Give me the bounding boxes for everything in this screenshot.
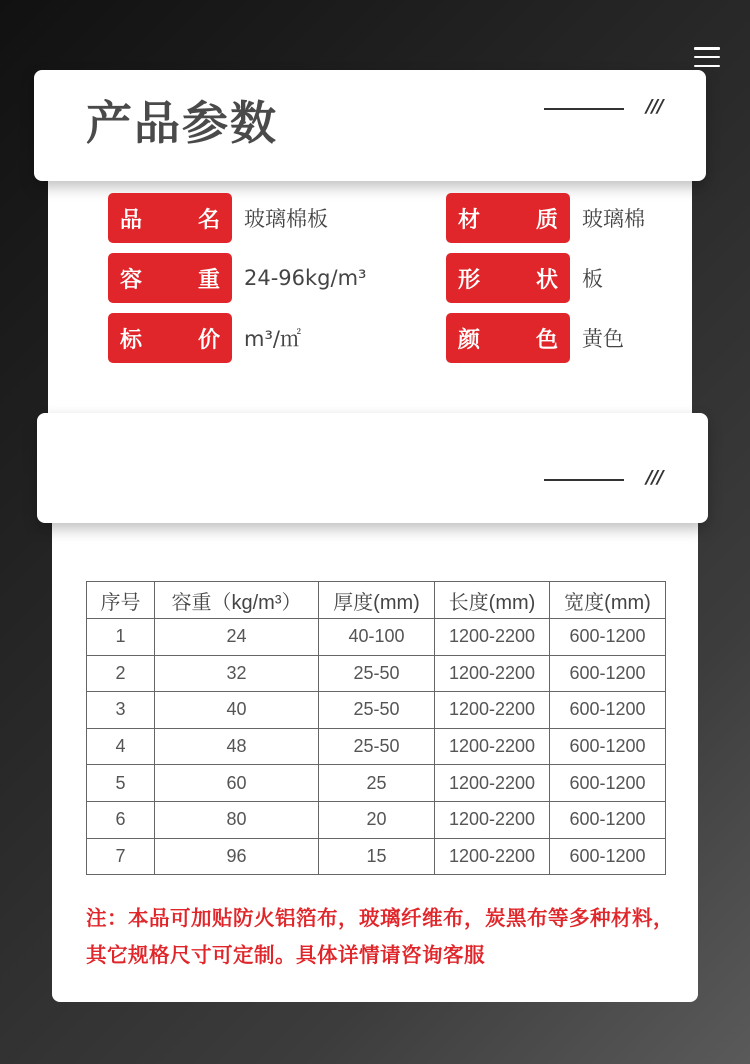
table-cell: 60 <box>155 765 319 802</box>
param-value: m³/㎡ <box>244 327 301 351</box>
param-label: 材 质 <box>446 193 570 243</box>
table-cell: 4 <box>87 728 155 765</box>
decorative-line <box>544 108 624 110</box>
param-label: 形 状 <box>446 253 570 303</box>
table-cell: 24 <box>155 619 319 656</box>
table-cell: 40 <box>155 692 319 729</box>
table-cell: 1200-2200 <box>435 728 550 765</box>
menu-line <box>694 56 720 59</box>
table-row <box>87 619 666 656</box>
table-cell: 25 <box>319 765 435 802</box>
table-row <box>87 655 666 692</box>
spec-table <box>86 581 666 875</box>
table-cell: 25-50 <box>319 692 435 729</box>
decorative-slashes: /// <box>646 467 663 488</box>
param-value: 板 <box>582 267 603 291</box>
table-cell: 5 <box>87 765 155 802</box>
table-cell: 600-1200 <box>550 619 666 656</box>
menu-line <box>694 47 720 50</box>
column-header: 宽度(mm) <box>550 582 666 619</box>
table-cell: 1 <box>87 619 155 656</box>
table-cell: 25-50 <box>319 655 435 692</box>
param-value: 24-96kg/m³ <box>244 266 367 290</box>
param-color <box>446 313 624 363</box>
menu-line <box>694 65 720 68</box>
column-header: 长度(mm) <box>435 582 550 619</box>
param-value: 玻璃棉板 <box>244 207 328 231</box>
table-cell: 7 <box>87 838 155 875</box>
param-label: 颜 色 <box>446 313 570 363</box>
param-label: 标 价 <box>108 313 232 363</box>
table-cell: 600-1200 <box>550 838 666 875</box>
table-row <box>87 838 666 875</box>
table-row <box>87 801 666 838</box>
table-cell: 1200-2200 <box>435 838 550 875</box>
table-cell: 600-1200 <box>550 765 666 802</box>
table-cell: 80 <box>155 801 319 838</box>
table-cell: 6 <box>87 801 155 838</box>
table-cell: 15 <box>319 838 435 875</box>
table-cell: 1200-2200 <box>435 655 550 692</box>
decorative-line <box>544 479 624 481</box>
param-value: 玻璃棉 <box>582 207 645 231</box>
hamburger-menu-icon[interactable] <box>694 47 720 67</box>
table-cell: 48 <box>155 728 319 765</box>
table-cell: 1200-2200 <box>435 765 550 802</box>
table-cell: 2 <box>87 655 155 692</box>
param-density <box>108 253 366 303</box>
table-cell: 1200-2200 <box>435 801 550 838</box>
table-cell: 600-1200 <box>550 801 666 838</box>
customization-note: 注：本品可加贴防火铝箔布，玻璃纤维布，炭黑布等多种材料，其它规格尺寸可定制。具体详情请咨询客服 <box>86 906 674 967</box>
param-shape <box>446 253 603 303</box>
decorative-slashes: /// <box>646 96 663 117</box>
column-header: 容重（kg/m³） <box>155 582 319 619</box>
title-bar <box>34 70 706 181</box>
page-title: 产品参数 <box>86 96 278 150</box>
column-header: 序号 <box>87 582 155 619</box>
table-cell: 600-1200 <box>550 728 666 765</box>
param-material <box>446 193 645 243</box>
table-header-row <box>87 582 666 619</box>
param-value: 黄色 <box>582 327 624 351</box>
column-header: 厚度(mm) <box>319 582 435 619</box>
table-row <box>87 728 666 765</box>
table-cell: 40-100 <box>319 619 435 656</box>
table-row <box>87 765 666 802</box>
param-label: 容 重 <box>108 253 232 303</box>
table-cell: 32 <box>155 655 319 692</box>
table-cell: 20 <box>319 801 435 838</box>
table-cell: 1200-2200 <box>435 619 550 656</box>
table-cell: 600-1200 <box>550 692 666 729</box>
param-price <box>108 313 301 363</box>
table-cell: 1200-2200 <box>435 692 550 729</box>
param-product-name <box>108 193 328 243</box>
table-cell: 96 <box>155 838 319 875</box>
table-cell: 25-50 <box>319 728 435 765</box>
section-bar <box>37 413 708 523</box>
table-cell: 3 <box>87 692 155 729</box>
table-row <box>87 692 666 729</box>
table-cell: 600-1200 <box>550 655 666 692</box>
param-label: 品 名 <box>108 193 232 243</box>
